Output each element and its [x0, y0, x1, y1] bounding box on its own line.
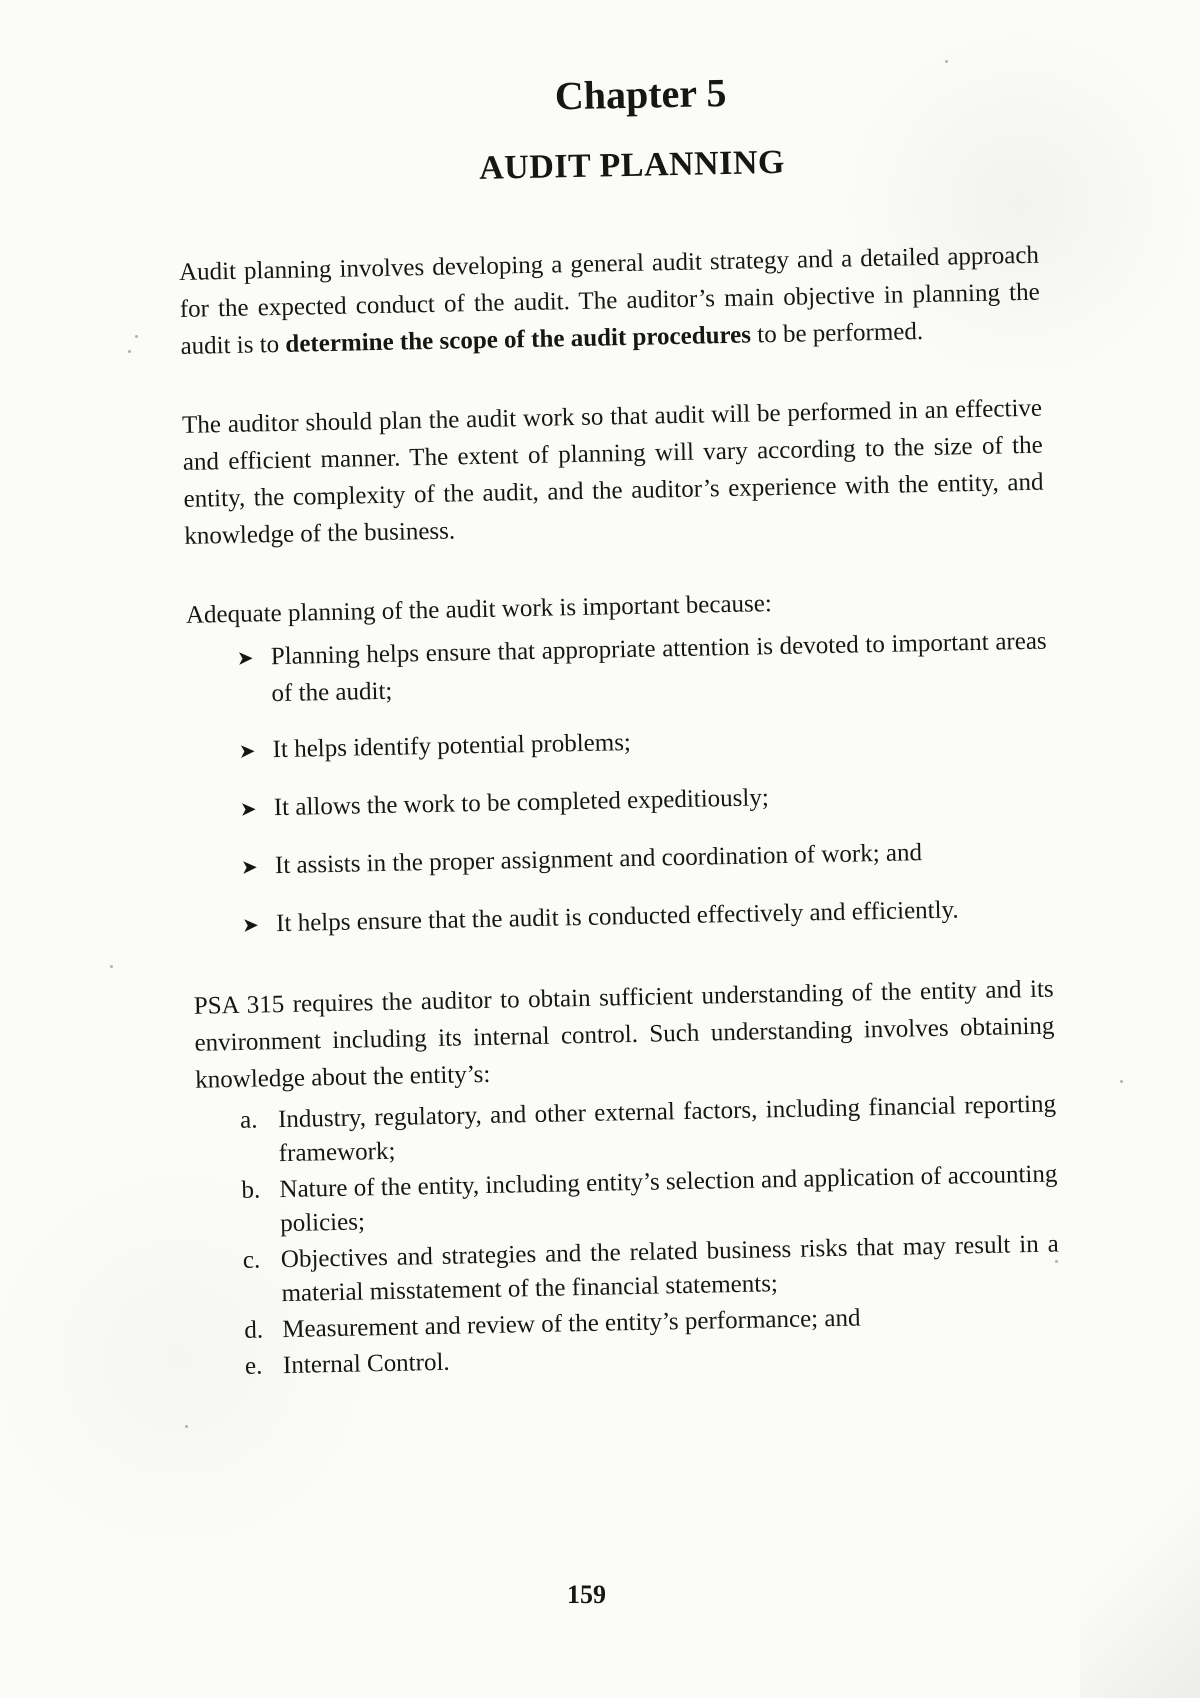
- bullet-item: [241, 832, 1052, 887]
- page-speck: [185, 1425, 188, 1428]
- section-title: AUDIT PLANNING: [478, 143, 786, 187]
- intro-paragraph-start: Audit planning involves developing a general audit strategy and a detailed approach for the expected conduct of the audit. The auditor’s main objective in planning the audit is to: [178, 241, 1040, 360]
- page-speck: [1120, 1080, 1123, 1083]
- intro-paragraph-end: to be performed.: [750, 318, 924, 349]
- list-item-text: Nature of the entity, including entity’s selection and application of accounting policies;: [279, 1160, 1058, 1238]
- bullet-item: [242, 890, 1053, 945]
- importance-paragraph: Adequate planning of the audit work is important because:: [185, 590, 773, 629]
- chapter-heading: Chapter 5: [554, 69, 727, 119]
- page-shadow: [1080, 1438, 1200, 1698]
- list-marker: b.: [241, 1176, 261, 1204]
- bullet-text: Planning helps ensure that appropriate attention is devoted to important areas of the audit;: [270, 627, 1047, 708]
- page-number: 159: [567, 1580, 606, 1609]
- importance-bullet-list: [186, 623, 1052, 946]
- list-item-text: Objectives and strategies and the related business risks that may result in a material misstatement of the financial statements;: [280, 1230, 1060, 1308]
- arrowhead-bullet-icon: ➤: [236, 647, 254, 670]
- list-marker: c.: [242, 1246, 261, 1274]
- page-content: [175, 53, 1061, 1387]
- list-marker: a.: [239, 1106, 258, 1134]
- arrowhead-bullet-icon: ➤: [238, 740, 256, 763]
- list-marker: e.: [244, 1352, 263, 1380]
- bullet-text: It helps identify potential problems;: [272, 728, 632, 764]
- bullet-text: It helps ensure that the audit is conducted effectively and efficiently.: [275, 896, 959, 938]
- arrowhead-bullet-icon: ➤: [241, 914, 260, 937]
- list-item-text: Measurement and review of the entity’s performance; and: [282, 1304, 861, 1344]
- bullet-item: [239, 774, 1050, 829]
- bullet-item: [238, 716, 1049, 771]
- planning-paragraph: The auditor should plan the audit work so that audit will be performed in an effective and efficient manner. The extent of planning will vary according to the size of the entity, the complexity of the audit, and the auditor’s experience with the entity, and knowledge of the business.: [181, 394, 1044, 550]
- page-speck: [135, 335, 138, 338]
- arrowhead-bullet-icon: ➤: [240, 856, 259, 879]
- bullet-text: It assists in the proper assignment and coordination of work; and: [274, 839, 923, 880]
- knowledge-list: [196, 1088, 1061, 1385]
- page-speck: [110, 965, 113, 968]
- psa-paragraph: PSA 315 requires the auditor to obtain sufficient understanding of the entity and its environment including its internal control. Such understanding involves obtaining knowledge about the entity’s:: [193, 975, 1055, 1094]
- bullet-item: [236, 623, 1047, 713]
- bullet-text: It allows the work to be completed expeditiously;: [273, 784, 770, 822]
- list-marker: d.: [244, 1316, 264, 1344]
- arrowhead-bullet-icon: ➤: [239, 798, 257, 821]
- intro-paragraph-emphasis: determine the scope of the audit procedures: [285, 321, 752, 358]
- intro-paragraph: [179, 237, 1041, 365]
- list-item-text: Industry, regulatory, and other external factors, including financial reporting framework;: [277, 1090, 1057, 1168]
- page-speck: [128, 350, 131, 353]
- list-item-text: Internal Control.: [282, 1348, 450, 1380]
